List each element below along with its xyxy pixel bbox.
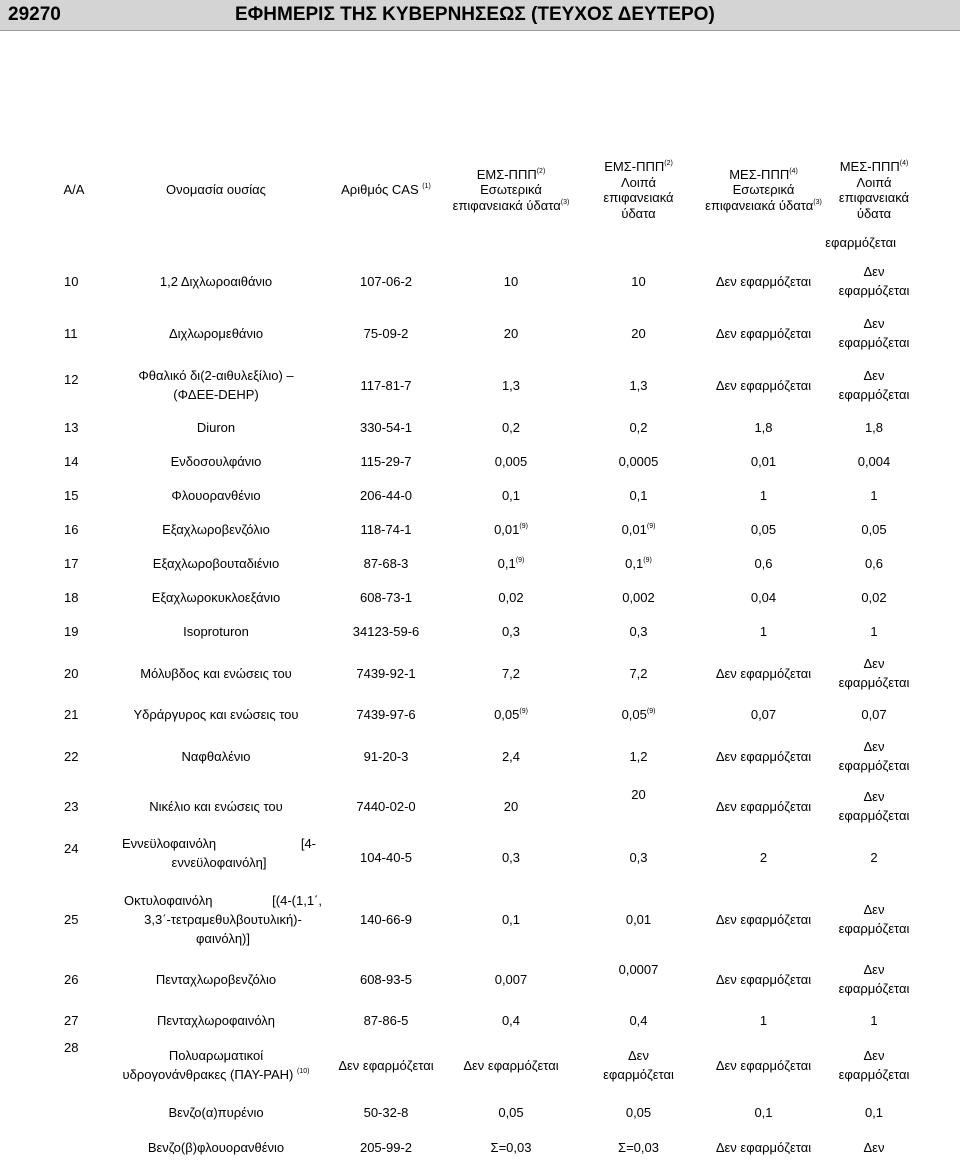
value-ems-other: Δεν εφαρμόζεται [603, 1048, 674, 1082]
substance-name: Ναφθαλένιο [181, 748, 251, 764]
table-row [42, 1094, 922, 1130]
col-header-mes-other: ΜΕΣ-ΠΠΠ$^{(4)}$ Λοιπά επιφανειακά ύδατα [838, 159, 910, 221]
value-mes-inland: Δεν εφαρμόζεται [715, 911, 812, 927]
value-ems-inland: 0,05 [498, 1104, 524, 1120]
cas-number: 330-54-1 [359, 419, 413, 435]
table-row [42, 614, 922, 648]
row-number: 23 [64, 798, 79, 814]
cas-number: 7440-02-0 [356, 798, 416, 814]
cas-number: 118-74-1 [360, 521, 412, 537]
value-ems-other: 0,1$^{(9)}$ [625, 555, 652, 571]
page-header [0, 0, 960, 31]
value-mes-other: 1,8 [864, 419, 884, 435]
table-row [42, 1004, 922, 1036]
substance-name: Διχλωρομεθάνιο [168, 325, 264, 341]
value-ems-other: 0,05 [625, 1104, 652, 1120]
value-mes-other: Δεν εφαρμόζεται [838, 739, 910, 773]
cas-number: 7439-97-6 [356, 706, 416, 722]
substance-name: Φθαλικό δι(2-αιθυλεξίλιο) – (ΦΔΕΕ-DEHP) [138, 368, 294, 402]
cas-number: 75-09-2 [363, 325, 409, 341]
value-mes-other: 0,02 [861, 589, 887, 605]
value-ems-inland: Σ=0,03 [490, 1139, 532, 1155]
value-ems-inland: 0,02 [498, 589, 524, 605]
carryover-text: εφαρμόζεται [825, 235, 896, 250]
value-mes-other: Δεν εφαρμόζεται [838, 656, 910, 690]
value-mes-other: Δεν εφαρμόζεται [838, 789, 910, 823]
value-mes-other: 1 [870, 487, 878, 503]
value-ems-inland: 0,005 [494, 453, 528, 469]
value-ems-inland: 0,1 [501, 487, 521, 503]
cas-number: 205-99-2 [359, 1139, 413, 1155]
row-number: 11 [64, 325, 78, 341]
value-mes-other: Δεν [863, 1139, 885, 1155]
value-ems-other: 0,1 [629, 487, 648, 503]
substance-name: Οκτυλοφαινόλη [(4-(1,1΄, 3,3΄-τετραμεθυλβουτυλική)- φαινόλη)] [124, 892, 322, 946]
row-number: 27 [64, 1012, 79, 1028]
cas-number: 87-68-3 [363, 555, 409, 571]
substances-table [42, 152, 922, 1164]
value-ems-other: 1,2 [629, 748, 648, 764]
row-number: 25 [64, 911, 79, 927]
value-mes-inland: 0,01 [750, 453, 777, 469]
value-mes-inland: 0,6 [754, 555, 773, 571]
table-row [42, 580, 922, 614]
value-mes-other: Δεν εφαρμόζεται [838, 962, 910, 996]
value-mes-inland: 1 [759, 1012, 768, 1028]
table-row [42, 954, 922, 1004]
value-ems-inland: 2,4 [501, 748, 521, 764]
row-number: 10 [64, 273, 79, 289]
table-row [42, 512, 922, 546]
cas-number: 117-81-7 [360, 377, 412, 393]
cas-number: 206-44-0 [359, 487, 413, 503]
value-mes-other: 0,6 [864, 555, 884, 571]
row-number: 26 [64, 971, 79, 987]
value-mes-other: 1 [870, 623, 878, 639]
table-row [42, 1036, 922, 1094]
value-mes-other: 0,05 [861, 521, 887, 537]
value-mes-other: 0,07 [861, 706, 887, 722]
cas-number: 104-40-5 [359, 849, 413, 865]
value-ems-other: 0,0005 [618, 453, 659, 469]
col-header-mes-inland: ΜΕΣ-ΠΠΠ$^{(4)}$ Εσωτερικά επιφανειακά ύδατα$^{(3)}$ [705, 166, 822, 213]
substance-name: Φλουορανθένιο [171, 487, 261, 503]
page-number: 29270 [8, 4, 61, 25]
value-mes-other: Δεν εφαρμόζεται [838, 902, 910, 936]
table-row [42, 698, 922, 730]
substance-name: Πενταχλωροφαινόλη [156, 1012, 276, 1028]
table-row [42, 782, 922, 830]
value-ems-inland: 20 [503, 798, 519, 814]
value-ems-other: 0,4 [629, 1012, 648, 1028]
table-header [42, 152, 922, 228]
cas-number: 50-32-8 [363, 1104, 409, 1120]
value-mes-inland: 2 [759, 849, 768, 865]
substance-name: Μόλυβδος και ενώσεις του [140, 665, 292, 681]
substance-name: Ενδοσουλφάνιο [170, 453, 262, 469]
row-number: 12 [64, 372, 79, 387]
value-mes-other: Δεν εφαρμόζεται [838, 316, 910, 350]
value-ems-inland: Δεν εφαρμόζεται [463, 1057, 559, 1073]
cas-number: 107-06-2 [359, 273, 413, 289]
substance-name: Εξαχλωροβενζόλιο [162, 521, 270, 537]
value-ems-inland: 0,4 [501, 1012, 521, 1028]
value-mes-inland: Δεν εφαρμόζεται [715, 1057, 812, 1073]
value-ems-inland: 0,1$^{(9)}$ [497, 555, 525, 571]
cas-number: 87-86-5 [363, 1012, 409, 1028]
row-number: 20 [64, 665, 79, 681]
value-ems-inland: 0,05$^{(9)}$ [494, 706, 528, 722]
table-row [42, 546, 922, 580]
row-number: 13 [64, 419, 79, 435]
value-ems-other: 0,2 [629, 419, 648, 435]
value-mes-other: Δεν εφαρμόζεται [838, 264, 910, 298]
substance-name: Υδράργυρος και ενώσεις του [133, 706, 299, 722]
value-cas-na: Δεν εφαρμόζεται [338, 1057, 434, 1073]
value-mes-other: 2 [870, 849, 878, 865]
cas-number: 7439-92-1 [356, 665, 416, 681]
value-ems-other: 20 [631, 787, 646, 802]
value-ems-inland: 0,3 [501, 623, 521, 639]
table-row [42, 730, 922, 782]
substance-name: Εξαχλωροκυκλοεξάνιο [151, 589, 281, 605]
value-mes-other: Δεν εφαρμόζεται [838, 368, 910, 402]
value-ems-other: 20 [631, 325, 646, 341]
substance-name: Εξαχλωροβουταδιένιο [152, 555, 280, 571]
value-ems-other: Σ=0,03 [618, 1139, 659, 1155]
cas-number: 608-73-1 [359, 589, 413, 605]
cas-number: 608-93-5 [359, 971, 413, 987]
cas-number: 91-20-3 [363, 748, 409, 764]
value-mes-inland: 1 [759, 623, 768, 639]
substance-name: Βενζο(β)φλουορανθένιο [147, 1139, 285, 1155]
value-mes-inland: Δεν εφαρμόζεται [715, 665, 812, 681]
value-mes-inland: Δεν εφαρμόζεται [715, 971, 812, 987]
table-row [42, 830, 922, 884]
substance-name: Βενζο(α)πυρένιο [168, 1104, 264, 1120]
cas-number: 34123-59-6 [352, 623, 420, 639]
col-header-name: Ονομασία ουσίας [166, 182, 266, 198]
value-ems-other: 0,3 [629, 849, 648, 865]
value-ems-inland: 20 [503, 325, 519, 341]
value-mes-inland: Δεν εφαρμόζεται [715, 325, 812, 341]
substance-name: Isoproturon [183, 623, 249, 639]
col-header-cas: Αριθμός CAS $^{(1)}$ [341, 182, 431, 198]
table-row [42, 444, 922, 478]
value-ems-inland: 0,2 [501, 419, 521, 435]
col-header-ems-inland: ΕΜΣ-ΠΠΠ$^{(2)}$ Εσωτερικά επιφανειακά ύδατα$^{(3)}$ [452, 166, 570, 213]
value-ems-other: 0,3 [629, 623, 648, 639]
table-row [42, 306, 922, 360]
table-row [42, 648, 922, 698]
value-ems-inland: 10 [503, 273, 519, 289]
value-ems-other: 0,01$^{(9)}$ [621, 521, 656, 537]
row-number: 18 [64, 589, 79, 605]
row-number: 19 [64, 623, 79, 639]
substance-name: Εννεϋλοφαινόλη [4- εννεϋλοφαινόλη] [122, 836, 316, 870]
value-mes-inland: Δεν εφαρμόζεται [715, 1139, 812, 1155]
row-number: 21 [64, 706, 79, 722]
value-ems-other: 0,05$^{(9)}$ [621, 706, 656, 722]
value-ems-other: 7,2 [629, 665, 648, 681]
value-mes-inland: 0,04 [750, 589, 777, 605]
table-row [42, 410, 922, 444]
value-mes-inland: Δεν εφαρμόζεται [715, 377, 812, 393]
cas-number: 140-66-9 [359, 911, 413, 927]
value-ems-inland: 0,007 [494, 971, 528, 987]
table-row [42, 360, 922, 410]
value-mes-inland: 1,8 [754, 419, 773, 435]
value-ems-inland: 0,01$^{(9)}$ [494, 521, 528, 537]
value-ems-inland: 0,1 [501, 911, 521, 927]
value-mes-inland: Δεν εφαρμόζεται [715, 798, 812, 814]
row-number: 24 [64, 841, 79, 856]
value-ems-other: 10 [631, 273, 646, 289]
substance-name: Πενταχλωροβενζόλιο [155, 971, 277, 987]
substance-name: Diuron [196, 419, 236, 435]
value-mes-other: 1 [870, 1012, 878, 1028]
value-ems-other: 0,01 [625, 911, 652, 927]
value-mes-inland: Δεν εφαρμόζεται [715, 273, 812, 289]
value-ems-other: 0,0007 [618, 962, 659, 977]
substance-name: Νικέλιο και ενώσεις του [149, 798, 283, 814]
cas-number: 115-29-7 [360, 453, 412, 469]
row-number: 14 [64, 453, 79, 469]
substance-name: Πολυαρωματικοί υδρογονάνθρακες (ΠΑΥ-PAH) $^{(10)}$ [122, 1048, 310, 1082]
table-row [42, 478, 922, 512]
row-number: 15 [64, 487, 79, 503]
value-mes-inland: 0,07 [750, 706, 777, 722]
table-row [42, 884, 922, 954]
value-ems-other: 1,3 [629, 377, 648, 393]
row-number: 28 [64, 1040, 79, 1055]
value-mes-other: Δεν εφαρμόζεται [838, 1048, 910, 1082]
value-mes-inland: 0,1 [754, 1104, 773, 1120]
row-number: 22 [64, 748, 79, 764]
value-ems-inland: 7,2 [501, 665, 521, 681]
substance-name: 1,2 Διχλωροαιθάνιο [159, 273, 273, 289]
col-header-ems-other: ΕΜΣ-ΠΠΠ$^{(2)}$ Λοιπά επιφανειακά ύδατα [603, 159, 674, 221]
col-header-aa: Α/Α [63, 182, 85, 198]
value-mes-inland: 1 [759, 487, 768, 503]
gazette-title: ΕΦΗΜΕΡΙΣ ΤΗΣ ΚΥΒΕΡΝΗΣΕΩΣ (ΤΕΥΧΟΣ ΔΕΥΤΕΡΟ) [235, 4, 715, 25]
row-number: 17 [64, 555, 79, 571]
value-ems-inland: 0,3 [501, 849, 521, 865]
row-number: 16 [64, 521, 79, 537]
value-mes-other: 0,1 [864, 1104, 884, 1120]
table-row [42, 256, 922, 306]
value-mes-inland: 0,05 [750, 521, 777, 537]
table-row [42, 1130, 922, 1164]
value-ems-inland: 1,3 [501, 377, 521, 393]
value-ems-other: 0,002 [622, 589, 655, 605]
value-mes-inland: Δεν εφαρμόζεται [715, 748, 812, 764]
value-mes-other: 0,004 [857, 453, 891, 469]
